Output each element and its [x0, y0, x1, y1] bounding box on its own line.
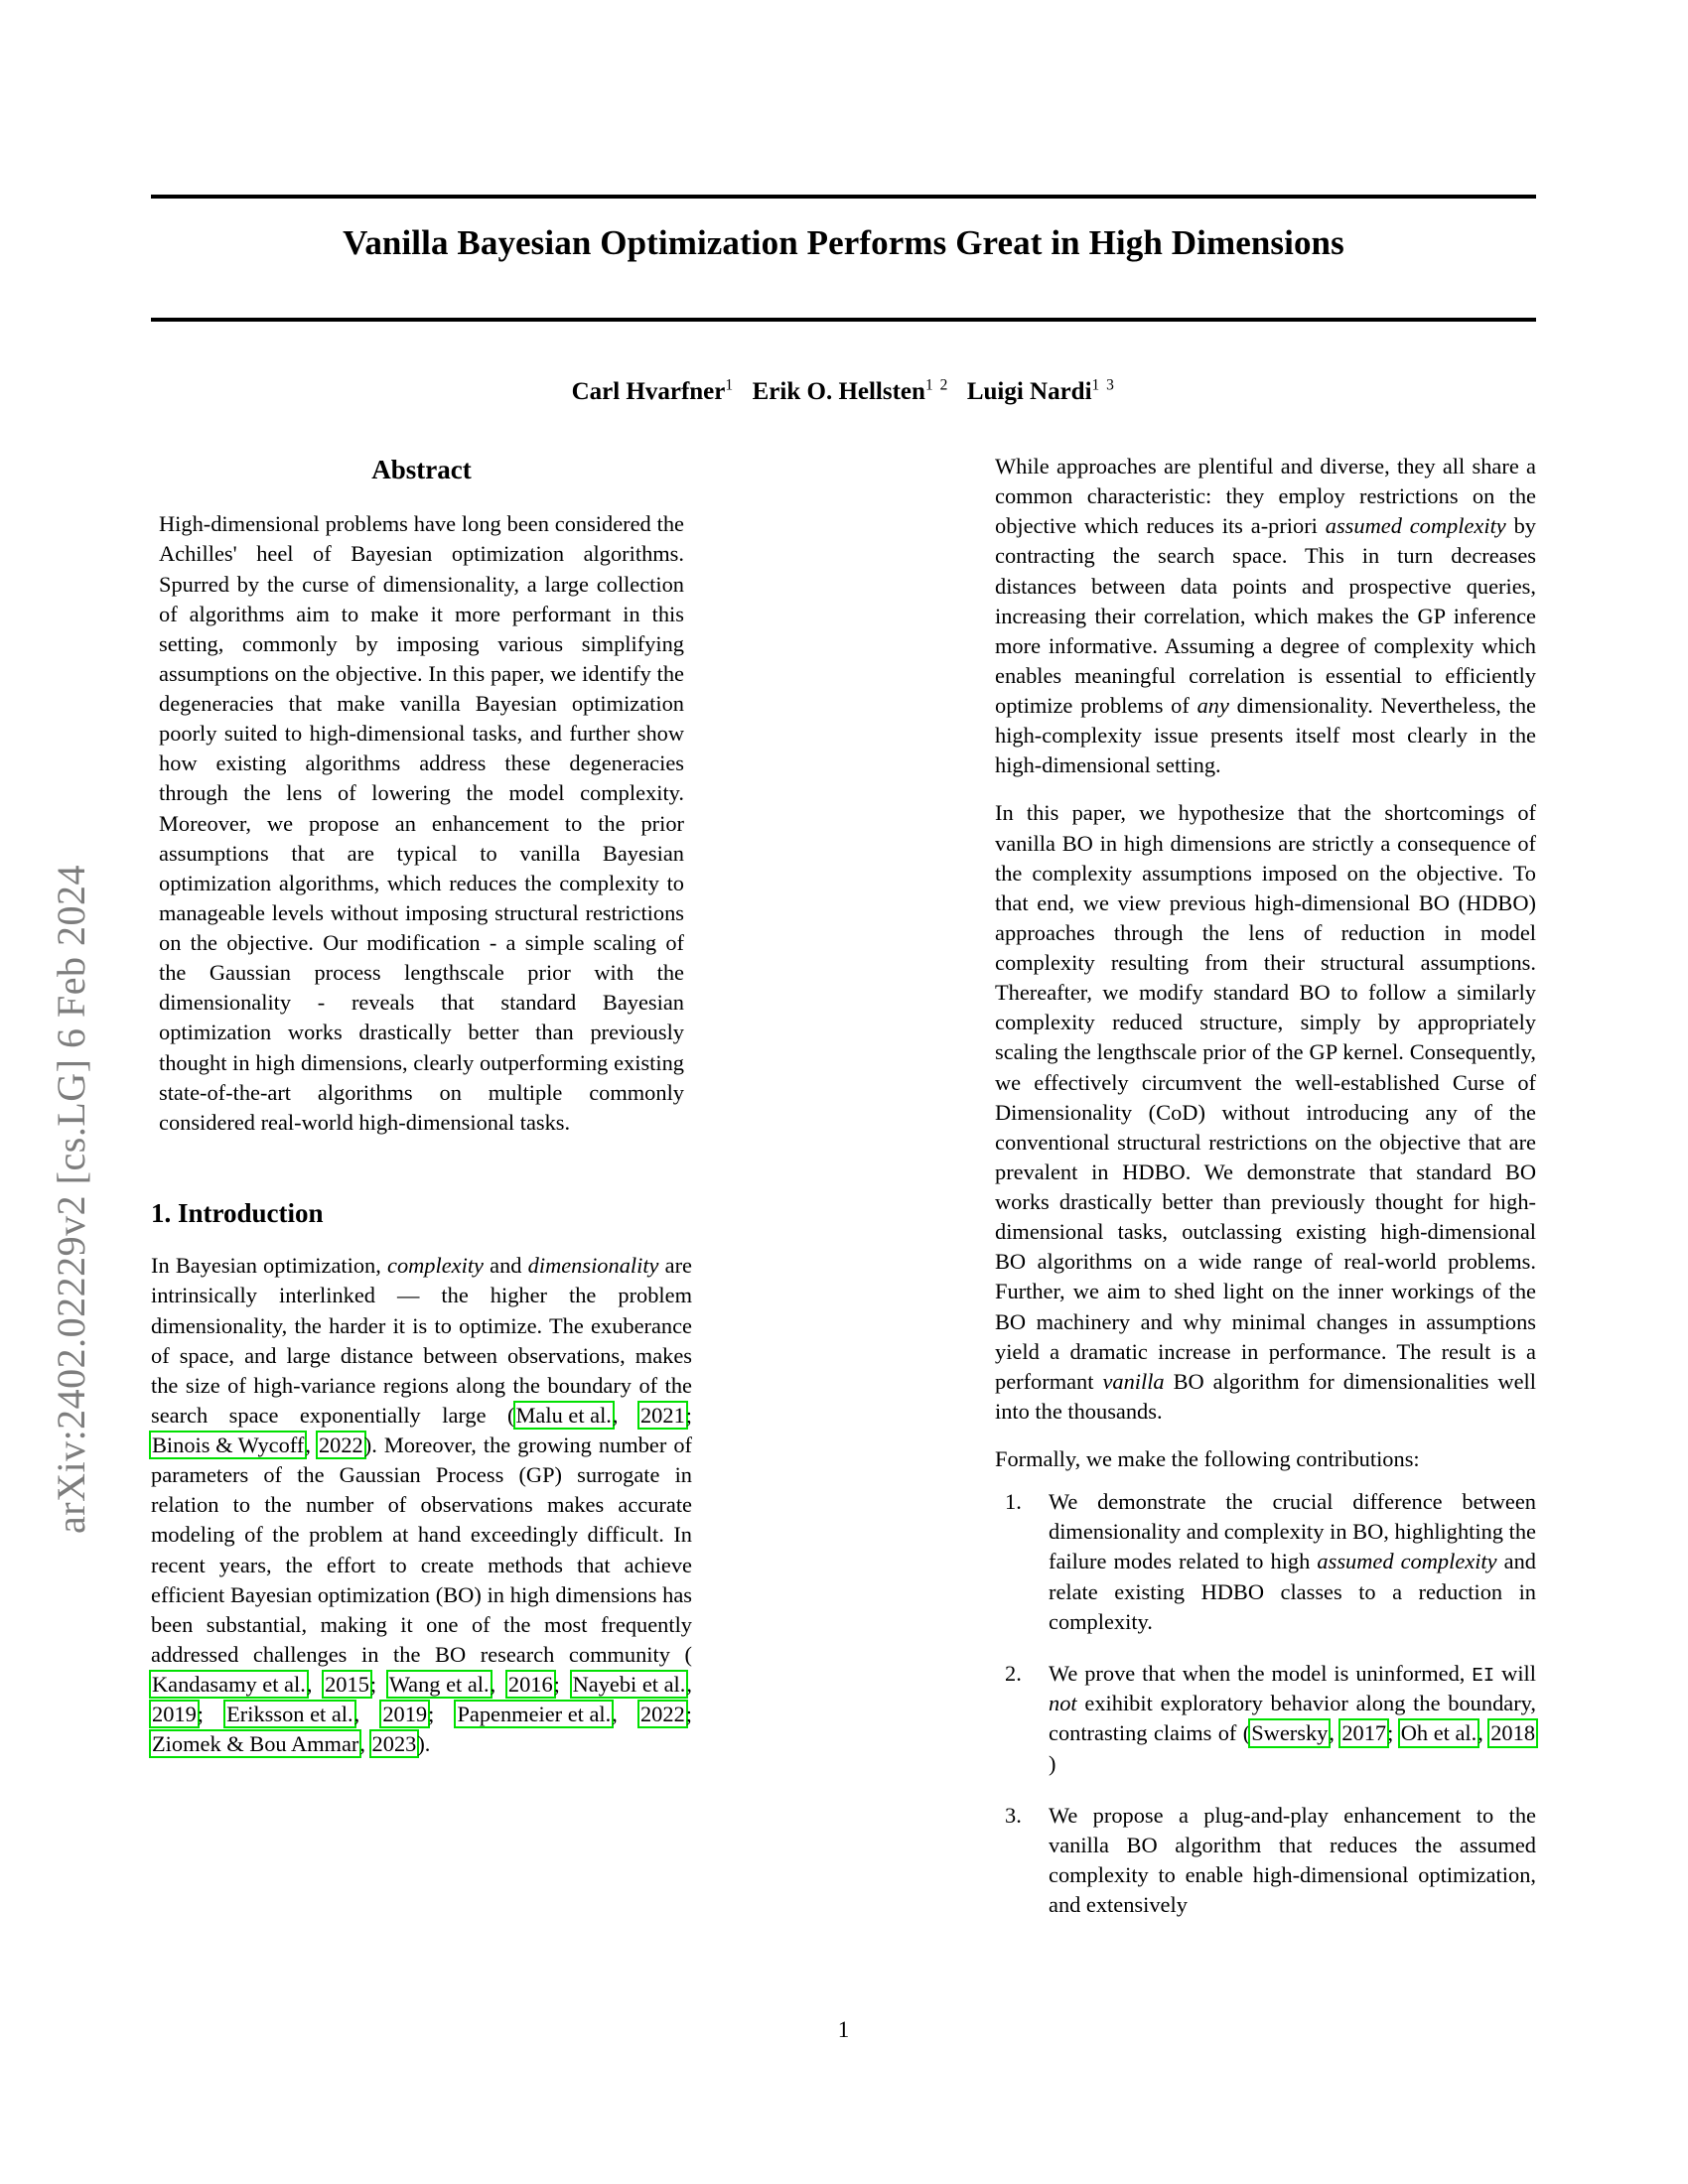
citation-ziomek-author[interactable]: Ziomek & Bou Ammar	[152, 1731, 359, 1757]
introduction-paragraph-1: In Bayesian optimization, complexity and dimensionality are intrinsically interlinked — the higher the problem dimensionality, the harder it is to optimize. The exuberance of space, and large distance between observations, makes the size of high-variance regions along the boundary of the search space exponentially large (Malu et al., 2021; Binois & Wycoff, 2022). Moreover, the growing number of parameters of the Gaussian Process (GP) surrogate in relation to the number of observations makes accurate modeling of the problem at hand exceedingly difficult. In recent years, the effort to create methods that achieve efficient Bayesian optimization (BO) in high dimensions has been substantial, making it one of the most frequently addressed challenges in the BO research community (Kandasamy et al., 2015; Wang et al., 2016; Nayebi et al., 2019; Eriksson et al., 2019; Papenmeier et al., 2022; Ziomek & Bou Ammar, 2023).	[151, 1253, 692, 1757]
contrib2-text-b: will	[1494, 1660, 1536, 1686]
citation-papenmeier-author[interactable]: Papenmeier et al.	[457, 1702, 612, 1727]
contributions-list	[995, 1487, 1536, 1920]
citation-malu-year[interactable]: 2021	[639, 1402, 685, 1428]
citation-oh-author[interactable]: Oh et al.	[1400, 1720, 1477, 1746]
title-rule-top	[151, 195, 1536, 199]
contribution-item-2: We prove that when the model is uninformed, EI will not exihibit exploratory behavior along the boundary, contrasting claims of (Swersky, 2017; Oh et al., 2018)	[1049, 1660, 1536, 1776]
intro-emph-dimensionality: dimensionality	[527, 1253, 659, 1279]
arxiv-stamp: arXiv:2402.02229v2 [cs.LG] 6 Feb 2024	[49, 865, 93, 1534]
right-p2-emph-vanilla: vanilla	[1102, 1368, 1165, 1394]
title-rule-bottom	[151, 318, 1536, 322]
right-p2-text-b: BO algorithm for dimensionalities well into the thousands.	[995, 1368, 1536, 1424]
right-column	[995, 452, 1536, 1942]
contrib3-text-a: We propose a plug-and-play enhancement to the vanilla BO algorithm that reduces the assumed complexity to enable high-dimensional optimization, and extensively	[1049, 1802, 1536, 1918]
citation-wang-author[interactable]: Wang et al.	[388, 1672, 490, 1697]
abstract-text: High-dimensional problems have long been considered the Achilles' heel of Bayesian optimization algorithms. Spurred by the curse of dimensionality, a large collection of algorithms aim to make it more performant in this setting, commonly by imposing various simplifying assumptions on the objective. In this paper, we identify the degeneracies that make vanilla Bayesian optimization poorly suited to high-dimensional tasks, and further show how existing algorithms address these degeneracies through the lens of lowering the model complexity. Moreover, we propose an enhancement to the prior assumptions that are typical to vanilla Bayesian optimization algorithms, which reduces the complexity to manageable levels without imposing structural restrictions on the objective. Our modification - a simple scaling of the Gaussian process lengthscale prior with the dimensionality - reveals that standard Bayesian optimization works drastically better than previously thought in high dimensions, clearly outperforming existing state-of-the-art algorithms on multiple commonly considered real-world high-dimensional tasks.	[159, 511, 684, 1135]
right-p1-emph-assumed-complexity: assumed complexity	[1325, 513, 1506, 539]
citation-nayebi-author[interactable]: Nayebi et al.	[572, 1672, 686, 1697]
author-1-affiliation: 1	[725, 377, 735, 394]
author-list	[151, 377, 1536, 406]
right-p1-emph-any: any	[1196, 693, 1229, 718]
contribution-item-1	[995, 1487, 1536, 1637]
contrib1-text-a: We demonstrate the crucial difference between dimensionality and complexity in BO, highlighting the failure modes related to high	[1049, 1489, 1536, 1574]
section-heading-introduction: 1. Introduction	[151, 1197, 324, 1228]
citation-papenmeier-year[interactable]: 2022	[639, 1702, 685, 1727]
citation-oh-year[interactable]: 2018	[1490, 1720, 1536, 1746]
contrib2-emph-not: not	[1049, 1691, 1077, 1716]
contrib2-text-c: exihibit exploratory behavior along the boundary, contrasting claims of (	[1049, 1691, 1536, 1746]
page-title: Vanilla Bayesian Optimization Performs Great in High Dimensions	[343, 223, 1344, 262]
citation-eriksson-year[interactable]: 2019	[382, 1702, 428, 1727]
intro-text-a: In Bayesian optimization,	[151, 1253, 387, 1279]
contrib2-text-a: We prove that when the model is uninformed,	[1049, 1660, 1473, 1686]
paper-page	[151, 0, 1536, 2184]
citation-swersky-author[interactable]: Swersky	[1251, 1720, 1329, 1746]
citation-binois-author[interactable]: Binois & Wycoff	[152, 1433, 305, 1457]
right-paragraph-1	[995, 452, 1536, 780]
intro-text-e: ).	[417, 1731, 431, 1757]
contrib2-code-ei: EI	[1472, 1664, 1495, 1687]
intro-emph-complexity: complexity	[387, 1253, 484, 1279]
intro-text-b: and	[483, 1253, 528, 1279]
right-p1-text-a: While approaches are plentiful and diverse, they all share a common characteristic: they employ restrictions on the objective which reduces its a-priori	[995, 454, 1536, 539]
intro-text-d: ). Moreover, the growing number of parameters of the Gaussian Process (GP) surrogate in relation to the number of observations makes accurate modeling of the problem at hand exceedingly difficult. In recent years, the effort to create methods that achieve efficient Bayesian optimization (BO) in high dimensions has been substantial, making it one of the most frequently addressed challenges in the BO research community (	[151, 1433, 692, 1667]
author-2-name: Erik O. Hellsten	[752, 378, 925, 406]
citation-swersky-year[interactable]: 2017	[1341, 1720, 1387, 1746]
contrib2-cite-separator: ;	[1387, 1720, 1400, 1746]
author-1-name: Carl Hvarfner	[571, 378, 726, 406]
contrib1-text-b: and relate existing HDBO classes to a reduction in complexity.	[1049, 1549, 1536, 1634]
author-1	[572, 378, 735, 405]
page-number: 1	[837, 2017, 850, 2042]
abstract-heading: Abstract	[371, 455, 472, 484]
right-p1-text-b: by contracting the search space. This in turn decreases distances between data points and prospective queries, increasing their correlation, which makes the GP inference more informative. Assuming a degree of complexity which enables meaningful correlation is essential to efficiently optimize problems of	[995, 513, 1536, 718]
contribution-item-3	[995, 1801, 1536, 1921]
citation-kandasamy-year[interactable]: 2015	[325, 1672, 369, 1697]
citation-wang-year[interactable]: 2016	[507, 1672, 553, 1697]
intro-text-c: are intrinsically interlinked — the higher the problem dimensionality, the harder it is to optimize. The exuberance of space, and large distance between observations, makes the size of high-variance regions along the boundary of the search space exponentially large (	[151, 1253, 692, 1428]
citation-eriksson-author[interactable]: Eriksson et al.	[226, 1702, 353, 1727]
left-column	[151, 452, 692, 1777]
author-3	[967, 378, 1116, 405]
author-3-name: Luigi Nardi	[966, 378, 1092, 406]
author-2-affiliation: 1 2	[924, 377, 949, 394]
contrib2-text-d: )	[1049, 1750, 1056, 1776]
citation-malu-author[interactable]: Malu et al.	[515, 1402, 612, 1428]
two-column-body	[151, 452, 1536, 2010]
right-p1-text-c: dimensionality. Nevertheless, the high-complexity issue presents itself most clearly in the high-dimensional setting.	[995, 693, 1536, 778]
author-3-affiliation: 1 3	[1091, 377, 1116, 394]
right-paragraph-2	[995, 798, 1536, 1427]
author-2	[753, 378, 949, 405]
contrib1-emph-assumed-complexity: assumed complexity	[1317, 1549, 1497, 1574]
abstract-section	[151, 452, 692, 1138]
citation-nayebi-year[interactable]: 2019	[152, 1702, 197, 1727]
citation-binois-year[interactable]: 2022	[318, 1433, 363, 1457]
citation-kandasamy-author[interactable]: Kandasamy et al.	[152, 1672, 306, 1697]
citation-ziomek-year[interactable]: 2023	[371, 1731, 417, 1757]
right-paragraph-3: Formally, we make the following contributions:	[995, 1446, 1420, 1471]
right-p2-text-a: In this paper, we hypothesize that the shortcomings of vanilla BO in high dimensions are strictly a consequence of the complexity assumptions imposed on the objective. To that end, we view previous high-dimensional BO (HDBO) approaches through the lens of reduction in model complexity resulting from their structural assumptions. Thereafter, we modify standard BO to follow a similarly complexity reduced structure, simply by appropriately scaling the lengthscale prior of the GP kernel. Consequently, we effectively circumvent the well-established Curse of Dimensionality (CoD) without introducing any of the conventional structural restrictions on the objective that are prevalent in HDBO. We demonstrate that standard BO works drastically better than previously thought for high-dimensional tasks, outclassing existing high-dimensional BO algorithms on a wide range of real-world problems. Further, we aim to shed light on the inner workings of the BO machinery and why minimal changes in assumptions yield a dramatic increase in performance. The result is a performant	[995, 800, 1536, 1394]
